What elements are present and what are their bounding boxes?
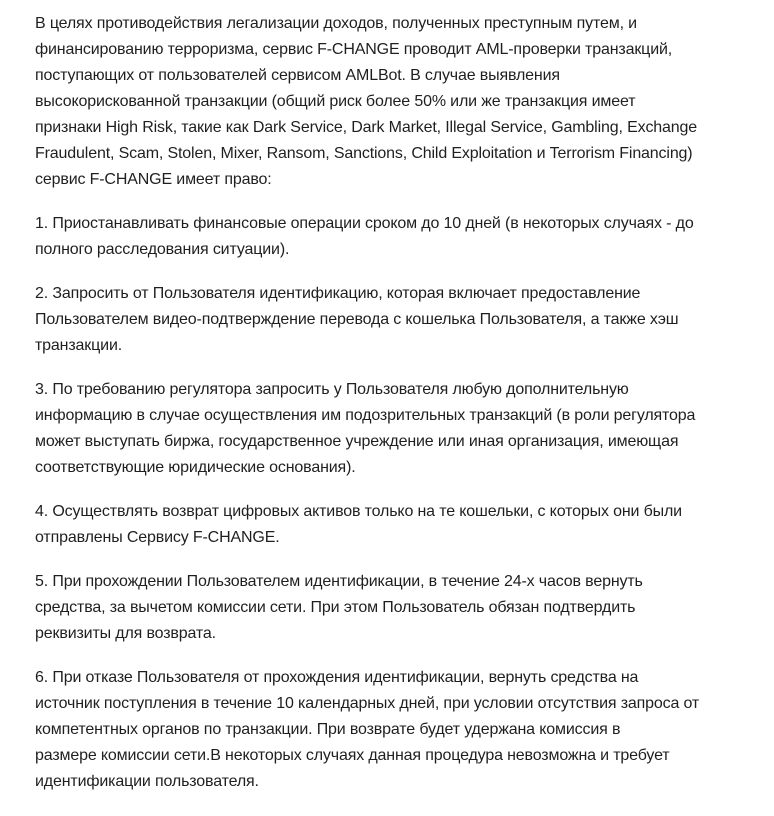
text-line: реквизиты для возврата. [35, 625, 216, 642]
text-line: отправлены Сервису F-CHANGE. [35, 529, 280, 546]
policy-item-4 [35, 499, 765, 551]
text-line: компетентных органов по транзакции. При возврате будет удержана комиссия в [35, 721, 621, 738]
text-line: размере комиссии сети.В некоторых случаях данная процедура невозможна и требует [35, 747, 670, 764]
policy-item-5 [35, 569, 765, 647]
text-line: В целях противодействия легализации доходов, полученных преступным путем, и [35, 15, 637, 32]
policy-item-1 [35, 211, 765, 263]
text-line: сервис F-CHANGE имеет право: [35, 171, 272, 188]
policy-item-2 [35, 281, 765, 359]
text-line: может выступать биржа, государственное учреждение или иная организация, имеющая [35, 433, 679, 450]
text-line: 6. При отказе Пользователя от прохождения идентификации, вернуть средства на [35, 669, 639, 686]
text-line: источник поступления в течение 10 календарных дней, при условии отсутствия запроса от [35, 695, 700, 712]
text-line: 3. По требованию регулятора запросить у Пользователя любую дополнительную [35, 381, 629, 398]
text-line: полного расследования ситуации). [35, 241, 290, 258]
aml-policy-document [35, 11, 765, 813]
text-line: Fraudulent, Scam, Stolen, Mixer, Ransom, Sanctions, Child Exploitation и Terrorism Financing) [35, 145, 693, 162]
text-line: 5. При прохождении Пользователем идентификации, в течение 24-х часов вернуть [35, 573, 643, 590]
text-line: высокорискованной транзакции (общий риск более 50% или же транзакция имеет [35, 93, 636, 110]
text-line: транзакции. [35, 337, 123, 354]
text-line: поступающих от пользователей сервисом AMLBot. В случае выявления [35, 67, 560, 84]
text-line: 2. Запросить от Пользователя идентификацию, которая включает предоставление [35, 285, 641, 302]
text-line: идентификации пользователя. [35, 773, 259, 790]
text-line: финансированию терроризма, сервис F-CHANGE проводит AML-проверки транзакций, [35, 41, 673, 58]
text-line: 4. Осуществлять возврат цифровых активов только на те кошельки, с которых они были [35, 503, 682, 520]
text-line: средства, за вычетом комиссии сети. При этом Пользователь обязан подтвердить [35, 599, 636, 616]
text-line: Пользователем видео-подтверждение перевода с кошелька Пользователя, а также хэш [35, 311, 679, 328]
policy-item-6 [35, 665, 765, 795]
intro-paragraph [35, 11, 765, 193]
text-line: признаки High Risk, такие как Dark Service, Dark Market, Illegal Service, Gambling, Exchange [35, 119, 698, 136]
policy-item-3 [35, 377, 765, 481]
text-line: 1. Приостанавливать финансовые операции сроком до 10 дней (в некоторых случаях - до [35, 215, 694, 232]
text-line: информацию в случае осуществления им подозрительных транзакций (в роли регулятора [35, 407, 696, 424]
text-line: соответствующие юридические основания). [35, 459, 356, 476]
